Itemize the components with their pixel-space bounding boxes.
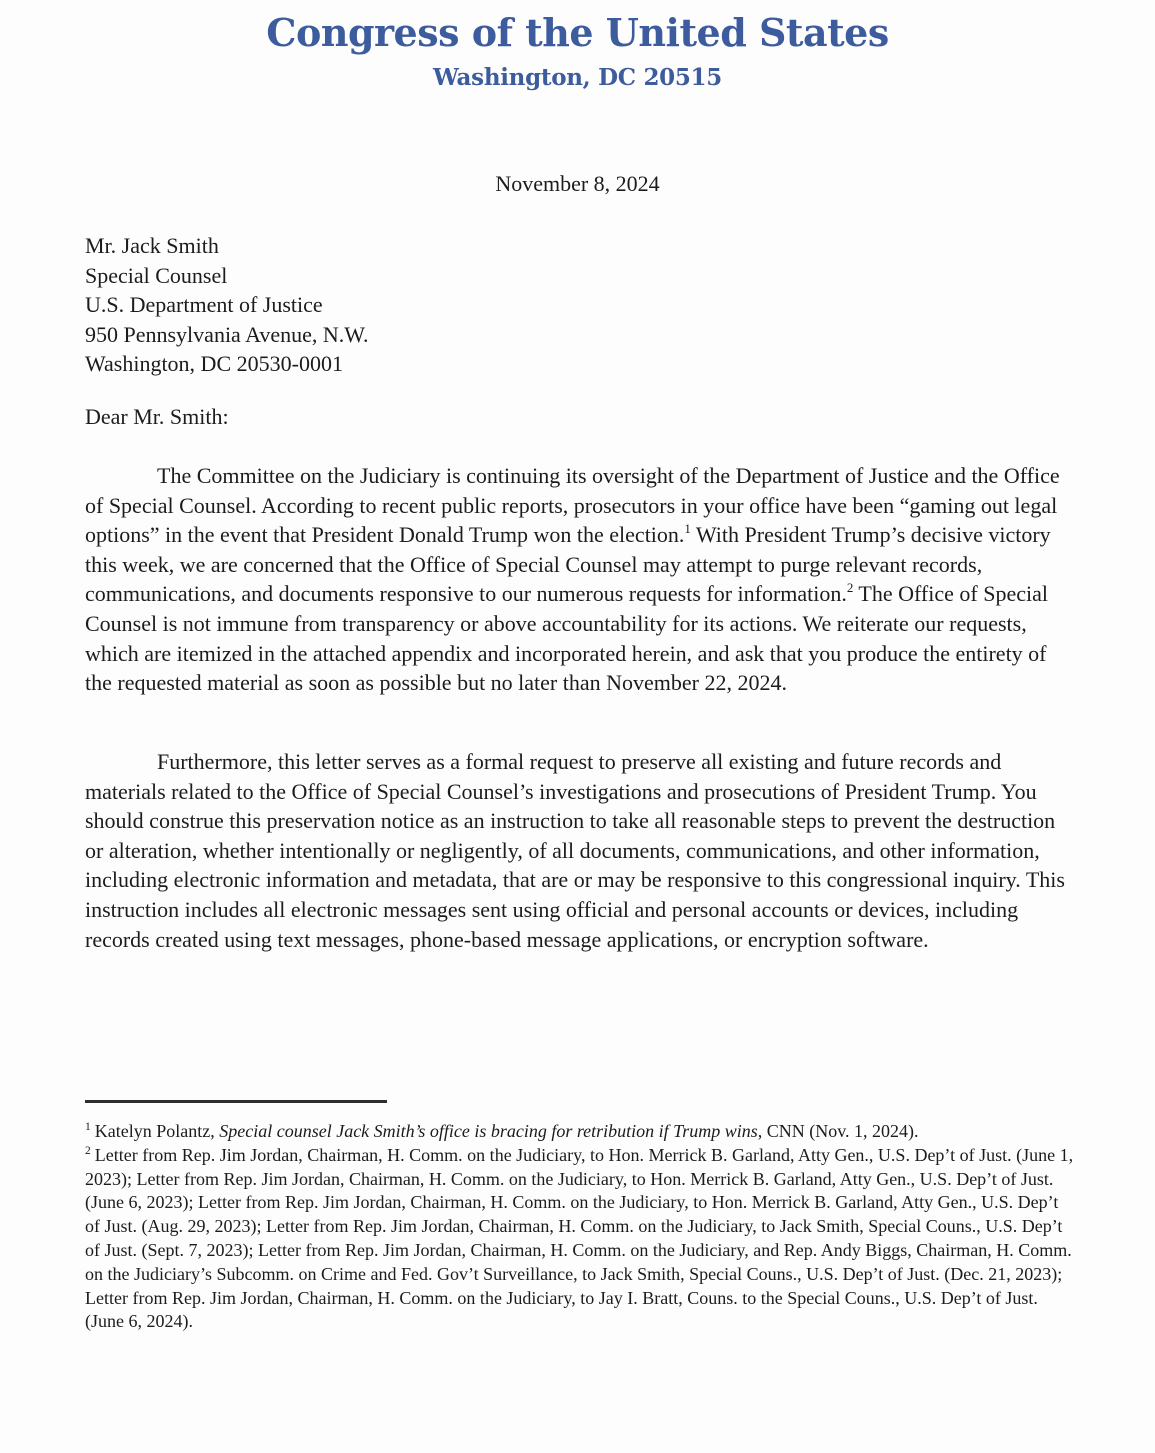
recipient-city-zip: Washington, DC 20530-0001 bbox=[85, 351, 343, 376]
footnote-1 bbox=[85, 1120, 1077, 1144]
footnote-1-source: , CNN (Nov. 1, 2024). bbox=[757, 1121, 919, 1141]
body-paragraph-2: Furthermore, this letter serves as a formal request to preserve all existing and future records and materials related to the Office of Special Counsel’s investigations and prosecutions of President Trump. You should construe this preservation notice as an instruction to take all reasonable steps to prevent the destruction or alteration, whether intentionally or negligently, of all documents, communications, and other information, including electronic information and metadata, that are or may be responsive to this congressional inquiry. This instruction includes all electronic messages sent using official and personal accounts or devices, including records created using text messages, phone-based message applications, or encryption software. bbox=[85, 749, 1065, 952]
footnote-1-article-title: Special counsel Jack Smith’s office is bracing for retribution if Trump wins bbox=[219, 1121, 758, 1141]
footnote-1-author: Katelyn Polantz, bbox=[94, 1121, 220, 1141]
letterhead-title: Congress of the United States bbox=[266, 10, 889, 55]
footnote-divider bbox=[85, 1100, 387, 1103]
paragraph-1-text-a: The Committee on the Judiciary is continuing its oversight of the Department of Justice and the Office of Special Counsel. According to recent public reports, prosecutors in your office have been “gaming out legal options” in the event that President Donald Trump won the election. bbox=[85, 463, 1060, 548]
paragraph-1-text-b: With President Trump’s decisive victory this week, we are concerned that the Office of Special Counsel may attempt to purge relevant records, communications, and documents responsive to our numerous requests for information. bbox=[85, 522, 1051, 607]
body-paragraph-1 bbox=[85, 461, 1073, 698]
paragraph-1-text-c: The Office of Special Counsel is not immune from transparency or above accountability for its actions. We reiterate our requests, which are itemized in the attached appendix and incorporated herein, and ask that you produce the entirety of the requested material as soon as possible but no later than November 22, 2024. bbox=[85, 581, 1048, 696]
letter-date: November 8, 2024 bbox=[495, 171, 660, 196]
footnote-2-text: Letter from Rep. Jim Jordan, Chairman, H. Comm. on the Judiciary, to Hon. Merrick B. Garland, Atty Gen., U.S. Dep’t of Just. (June 1, 2023); Letter from Rep. Jim Jordan, Chairman, H. Comm. on the Judiciary, to Hon. Merrick B. Garland, Atty Gen., U.S. Dep’t of Just. (June 6, 2023); Letter from Rep. Jim Jordan, Chairman, H. Comm. on the Judiciary, to Hon. Merrick B. Garland, Atty Gen., U.S. Dep’t of Just. (Aug. 29, 2023); Letter from Rep. Jim Jordan, Chairman, H. Comm. on the Judiciary, to Jack Smith, Special Couns., U.S. Dep’t of Just. (Sept. 7, 2023); Letter from Rep. Jim Jordan, Chairman, H. Comm. on the Judiciary, and Rep. Andy Biggs, Chairman, H. Comm. on the Judiciary’s Subcomm. on Crime and Fed. Gov’t Surveillance, to Jack Smith, Special Couns., U.S. Dep’t of Just. (Dec. 21, 2023); Letter from Rep. Jim Jordan, Chairman, H. Comm. on the Judiciary, to Jay I. Bratt, Couns. to the Special Couns., U.S. Dep’t of Just. (June 6, 2024). bbox=[85, 1144, 1074, 1332]
footnote-2 bbox=[85, 1144, 1077, 1334]
recipient-agency: U.S. Department of Justice bbox=[85, 292, 323, 317]
footnote-reference-1: 1 bbox=[684, 521, 691, 537]
recipient-title: Special Counsel bbox=[85, 262, 228, 288]
recipient-address-block bbox=[85, 231, 369, 379]
recipient-street-address: 950 Pennsylvania Avenue, N.W. bbox=[85, 321, 369, 347]
footnotes-section bbox=[85, 1120, 1077, 1334]
letterhead bbox=[0, 10, 1155, 91]
footnote-reference-2: 2 bbox=[846, 580, 854, 596]
recipient-name: Mr. Jack Smith bbox=[85, 233, 219, 258]
salutation: Dear Mr. Smith: bbox=[85, 404, 229, 429]
letterhead-subtitle: Washington, DC 20515 bbox=[433, 64, 722, 91]
footnote-1-marker: 1 bbox=[85, 1121, 91, 1133]
footnote-2-marker: 2 bbox=[85, 1144, 91, 1157]
